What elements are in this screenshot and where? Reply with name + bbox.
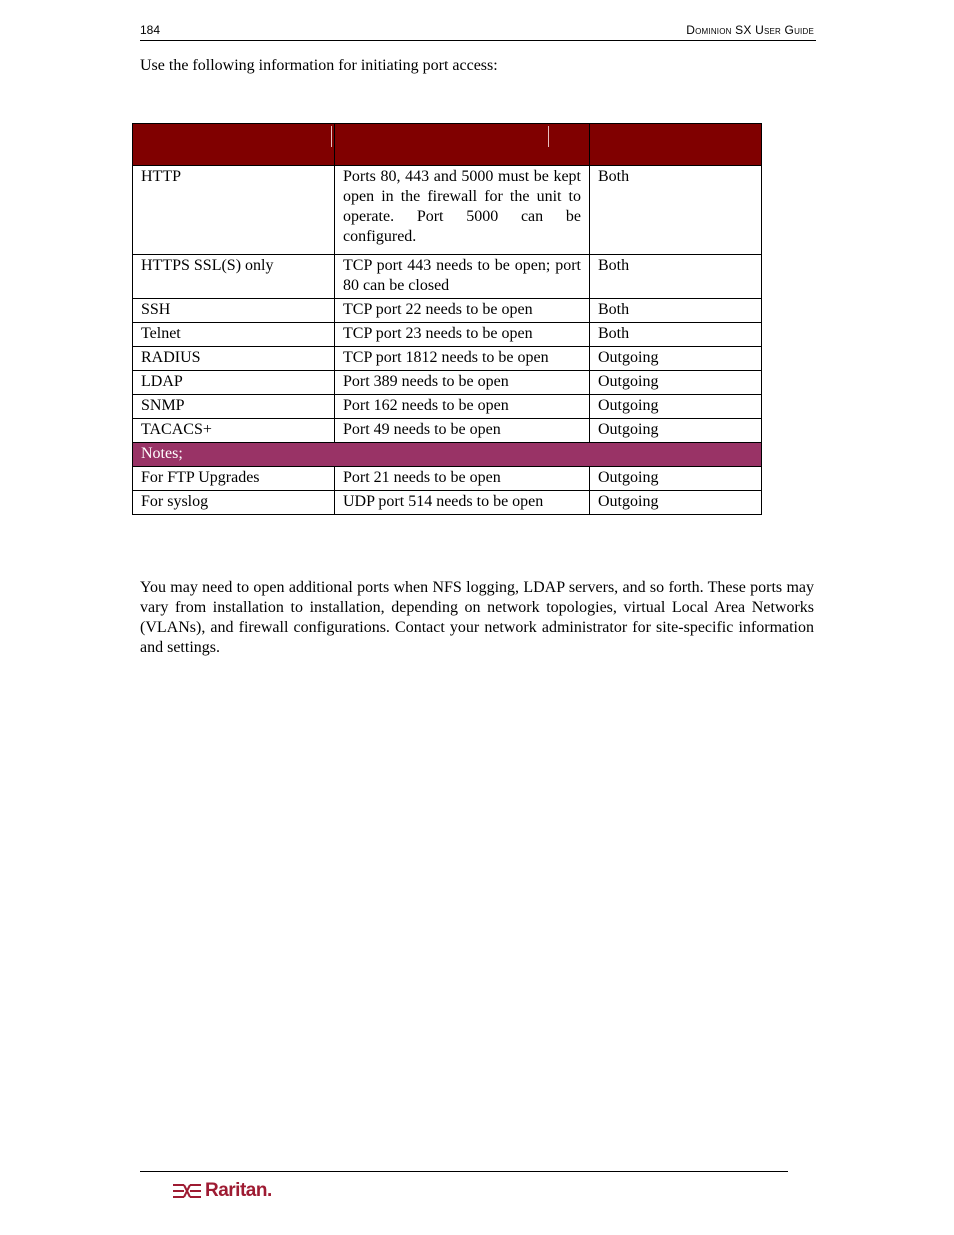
table-row bbox=[133, 467, 762, 491]
direction-cell: Outgoing bbox=[590, 419, 762, 443]
guide-title: Dominion SX User Guide bbox=[686, 23, 814, 37]
protocol-cell: TACACS+ bbox=[133, 419, 335, 443]
raritan-emblem-icon bbox=[172, 1181, 202, 1201]
direction-cell: Outgoing bbox=[590, 467, 762, 491]
table-header-row bbox=[133, 124, 762, 166]
table-header-cell bbox=[133, 124, 335, 166]
requirement-cell: UDP port 514 needs to be open bbox=[335, 491, 590, 515]
direction-cell: Both bbox=[590, 255, 762, 299]
protocol-cell: SNMP bbox=[133, 395, 335, 419]
direction-cell: Outgoing bbox=[590, 371, 762, 395]
requirement-cell: Ports 80, 443 and 5000 must be kept open in the firewall for the unit to operate. Port 5000 can be configured. bbox=[335, 166, 590, 255]
table-row bbox=[133, 299, 762, 323]
protocol-cell: HTTPS SSL(S) only bbox=[133, 255, 335, 299]
protocol-cell: SSH bbox=[133, 299, 335, 323]
requirement-cell: TCP port 1812 needs to be open bbox=[335, 347, 590, 371]
page-header bbox=[140, 22, 816, 41]
notes-row bbox=[133, 443, 762, 467]
intro-text: Use the following information for initiating port access: bbox=[140, 57, 498, 74]
protocol-cell: HTTP bbox=[133, 166, 335, 255]
protocol-cell: For FTP Upgrades bbox=[133, 467, 335, 491]
raritan-logo bbox=[172, 1179, 272, 1203]
footer-divider bbox=[140, 1171, 788, 1172]
requirement-cell: TCP port 443 needs to be open; port 80 can be closed bbox=[335, 255, 590, 299]
logo-text: Raritan. bbox=[205, 1180, 272, 1201]
table-row bbox=[133, 491, 762, 515]
direction-cell: Outgoing bbox=[590, 395, 762, 419]
protocol-cell: RADIUS bbox=[133, 347, 335, 371]
requirement-cell: Port 21 needs to be open bbox=[335, 467, 590, 491]
table-row bbox=[133, 419, 762, 443]
body-paragraph: You may need to open additional ports when NFS logging, LDAP servers, and so forth. These ports may vary from installation to installation, depending on network topologies, virtual Local Area Networks (VLANs), and firewall configurations. Contact your network administrator for site-specific information and settings. bbox=[140, 579, 814, 656]
requirement-cell: Port 389 needs to be open bbox=[335, 371, 590, 395]
table-header-cell bbox=[335, 124, 590, 166]
requirement-cell: TCP port 22 needs to be open bbox=[335, 299, 590, 323]
direction-cell: Both bbox=[590, 323, 762, 347]
protocol-cell: LDAP bbox=[133, 371, 335, 395]
direction-cell: Both bbox=[590, 166, 762, 255]
protocol-cell: Telnet bbox=[133, 323, 335, 347]
protocol-cell: For syslog bbox=[133, 491, 335, 515]
direction-cell: Both bbox=[590, 299, 762, 323]
table-header-cell bbox=[590, 124, 762, 166]
table-row bbox=[133, 255, 762, 299]
requirement-cell: Port 49 needs to be open bbox=[335, 419, 590, 443]
table-row bbox=[133, 323, 762, 347]
table-row bbox=[133, 347, 762, 371]
requirement-cell: Port 162 needs to be open bbox=[335, 395, 590, 419]
table-row bbox=[133, 395, 762, 419]
requirement-cell: TCP port 23 needs to be open bbox=[335, 323, 590, 347]
port-access-table bbox=[132, 123, 762, 515]
table-row bbox=[133, 166, 762, 255]
direction-cell: Outgoing bbox=[590, 347, 762, 371]
table-row bbox=[133, 371, 762, 395]
notes-label: Notes; bbox=[133, 443, 762, 467]
direction-cell: Outgoing bbox=[590, 491, 762, 515]
page-number: 184 bbox=[140, 23, 161, 37]
